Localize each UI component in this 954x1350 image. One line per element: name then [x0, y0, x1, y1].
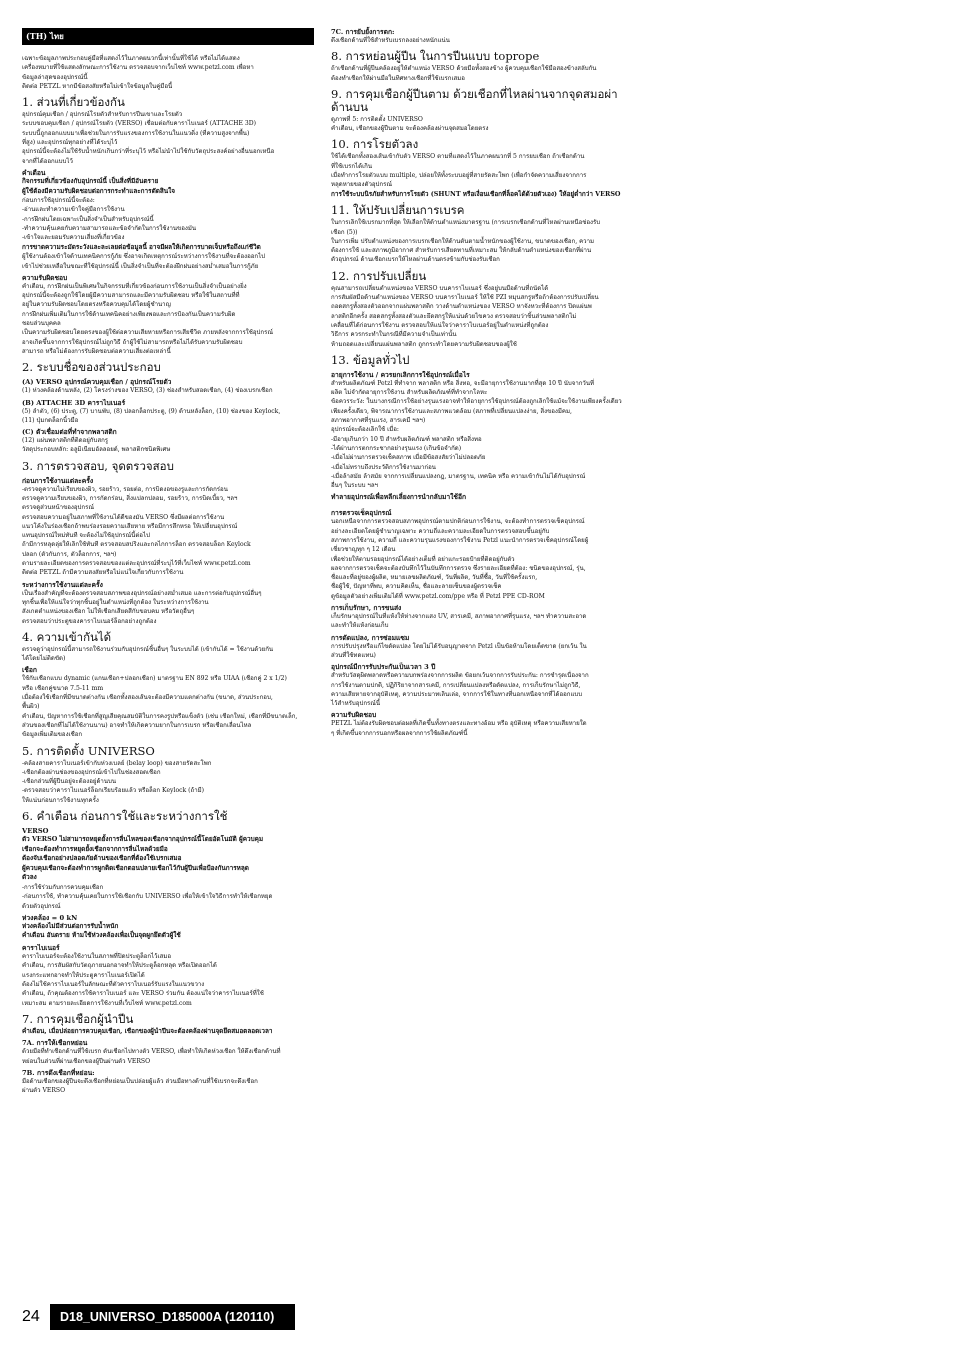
section-7-title: 7. การคุมเชือกผู้นำปีน	[22, 1011, 134, 1026]
section-11-title: 11. ให้ปรับเปลี่ยนการเบรค	[331, 203, 465, 218]
intro-text: เฉพาะข้อมูลภาพประกอบคู่มือที่แสดงไว้ในภาคผนวกนี้เท่านั้นที่ใช้ได้ หรือไม่ได้แสดง เครื่องหมายที่ใช้แสดงลักษณะการใช้งาน ตรวจสอบจากเว็บไซท์ www.petzl.com เพื่อหา ข้อมูลล่าสุดของอุปกรณ์นี้ ติดต่อ PETZL หากมีข้อสงสัยหรือไม่เข้าใจข้อมูลในคู่มือนี้	[22, 55, 254, 90]
section-9: 9. การคุมเชือกผู้ปีนตาม ด้วยเชือกที่ไหลผ่านจากจุดสมอผ่าด้านบน ดูภาพที่ 5: การติดตั้ง UNIVERSO คำเตือน, เชือกของผู้ปีนตาม จะต้องคล้องผ่านจุดสมอโดยตรง	[331, 88, 623, 133]
section-5: 5. การติดตั้ง UNIVERSO -คล้องสายคาราไบเนอร์เข้ากับห่วงเบลย์ (belay loop) ของสายรัดสะโพก -เชือกต้องผ่านช่องของอุปกรณ์เข้าไปในช่องสอดเชือก -เชือกส่วนที่ผู้ปีนอยู่จะต้องอยู่ด้านบน -ตรวจสอบว่าคาราไบเนอร์ล็อกเรียบร้อยแล้ว หรือล็อก Keylock (ถ้ามี) ให้แน่นก่อนการใช้งานทุกครั้ง	[22, 745, 314, 804]
section-3: 3. การตรวจสอบ, จุดตรวจสอบ ก่อนการใช้งานแต่ละครั้ง -ตรวจดูความไม่เรียบของผิว, รอยร้าว, รอยต่อ, การบิดงอของรูและการกัดกร่อน ตรวจดูความเรียบของผิว, การกัดกร่อน, สิ่งแปลกปลอม, รอยร้าว, การบิดเบี้ยว, ฯลฯ ตรวจดูส่วนหน้าของอุปกรณ์ ตรวจสอบความอยู่ในสภาพที่ใช้งานได้ดีของมัน VERSO ซึ่งมีผลต่อการใช้งาน แนวโค้งในร่องเชือกถ้าพบร่องรอยความเสียหาย หรือมีการสึกหรอ ให้เปลี่ยนอุปกรณ์ แทนอุปกรณ์ใหม่ทันที จะต้องไม่ใช้อุปกรณ์นี้ต่อไป ถ้ามีการหลุดลุ่ยให้เลิกใช้ทันที ตรวจสอบสปริงและกลไกการล็อก ตรวจสอบล็อก Keylock ปลอก (ตัวกันการ, ตัวล็อกการ, ฯลฯ) ตามรายละเอียดของการตรวจสอบของแต่ละอุปกรณ์ที่ระบุไว้ที่เว็บไซท์ www.petzl.com ติดต่อ PETZL ถ้ามีความสงสัยหรือไม่แน่ใจเกี่ยวกับการใช้งาน ระหว่างการใช้งานแต่ละครั้ง เป็นเรื่องสำคัญที่จะต้องตรวจสอบสภาพของอุปกรณ์อย่างสม่ำเสมอ และการต่อกับอุปกรณ์อื่นๆ ทุกชิ้นเพื่อให้แน่ใจว่าทุกชิ้นอยู่ในตำแหน่งที่ถูกต้อง ในระหว่างการใช้งาน สังเกตตำแหน่งของเชือก ไม่ให้เชือกเสียดสีกับขอบคม หรือวัตถุอื่นๆ ตรวจสอบว่าประตูของคาราไบเนอร์ล็อกอย่างถูกต้อง	[22, 460, 314, 625]
section-11: 11. ให้ปรับเปลี่ยนการเบรค ในการเลิกใช้เบรกมากที่สุด ให้เลือกให้ด้านตำแหน่งมาตรฐาน (การเบรกเชือกด้านที่ไหลผ่านเหนือช่องรับ เชือก (5)) ในการเพิ่ม ปรับตำแหน่งของการเบรกเชือกให้ด้านตันตามน้ำหนักของผู้ใช้งาน, ขนาดของเชือก, ความ ต้องการใช้ และสภาพภูมิอากาศ สำหรับการเสียดทานที่เหมาะสม ให้กลับด้านตำแหน่งของเชือกที่ผ่าน ตัวอุปกรณ์ ด้านเชือกเบรกให้ไหลผ่านด้านตรงข้ามกับช่องรับเชือก	[331, 204, 623, 263]
section-2: 2. ระบบชื่อของส่วนประกอบ (A) VERSO อุปกรณ์ควบคุมเชือก / อุปกรณ์โรยตัว (1) ห่วงคล้องด้านหลัง, (2) โครงร่างของ VERSO, (3) ช่องสำหรับสอดเชือก, (4) ช่องเบรกเชือก (B) ATTACHE 3D คาราไบเนอร์ (5) ลำตัว, (6) ประตู, (7) บานพับ, (8) ปลอกล็อกประตู, (9) ด้านหลังล็อก, (10) ช่องของ Keylock, (11) ปุ่มกดล็อกนิ้วมือ (C) ตัวเชื่อมต่อที่ทำจากพลาสติก (12) แผ่นพลาสติกที่ติดอยู่กับสกรู วัสดุประกอบหลัก: อลูมิเนียมอัลลอยด์, พลาสติกชนิดพิเศษ	[22, 361, 314, 453]
section-1-title: 1. ส่วนที่เกี่ยวข้องกัน	[22, 95, 125, 110]
page-number: 24	[22, 1308, 40, 1325]
section-9-title: 9. การคุมเชือกผู้ปีนตาม ด้วยเชือกที่ไหลผ่านจากจุดสมอผ่าด้านบน	[331, 86, 618, 114]
section-5-title: 5. การติดตั้ง UNIVERSO	[22, 743, 155, 758]
section-6-title: 6. คำเตือน ก่อนการใช้และระหว่างการใช้	[22, 809, 228, 823]
document-code: D18_UNIVERSO_D185000A (120110)	[50, 1304, 295, 1330]
section-4-title: 4. ความเข้ากันได้	[22, 629, 112, 644]
section-12-title: 12. การปรับเปลี่ยน	[331, 268, 427, 283]
page-footer	[22, 1304, 295, 1330]
section-2-title: 2. ระบบชื่อของส่วนประกอบ	[22, 360, 161, 375]
section-3-title: 3. การตรวจสอบ, จุดตรวจสอบ	[22, 458, 174, 473]
section-1: 1. ส่วนที่เกี่ยวข้องกัน อุปกรณ์คุมเชือก / อุปกรณ์โรยตัวสำหรับการปีนเขาและโรยตัว ระบบขอบคุมเชือก / อุปกรณ์โรยตัว (VERSO) เชื่อมต่อกับคาราไบเนอร์ (ATTACHE 3D) ระบบนี้ถูกออกแบบมาเพื่อช่วยในการรับแรงของการใช้งานในแนวดิ่ง (ที่ความสูงจากพื้น) ที่สูง) และอุปกรณ์ทุกอย่างที่ได้ระบุไว้ อุปกรณ์นี้จะต้องไม่ใช้รับน้ำหนักเกินกว่าที่ระบุไว้ หรือไม่นำไปใช้กับวัตถุประสงค์อย่างอื่นนอกเหนือ จากที่ได้ออกแบบไว้ คำเตือน กิจกรรมที่เกี่ยวข้องกับอุปกรณ์นี้ เป็นสิ่งที่มีอันตราย ผู้ใช้ต้องมีความรับผิดชอบต่อการกระทำและการตัดสินใจ ก่อนการใช้อุปกรณ์นี้จะต้อง: -อ่านและทำความเข้าใจคู่มือการใช้งาน -การฝึกฝนโดยเฉพาะเป็นสิ่งจำเป็นสำหรับอุปกรณ์นี้ -ทำความคุ้นเคยกับความสามารถและข้อจำกัดในการใช้งานของมัน -เข้าใจและยอมรับความเสี่ยงที่เกี่ยวข้อง การขาดความระมัดระวังและละเลยต่อข้อมูลนี้ อาจมีผลให้เกิดการบาดเจ็บหรือถึงแก่ชีวิต ผู้ใช้งานต้องเข้าใจด้านเทคนิคการกู้ภัย ซึ่งอาจเกิดเหตุการณ์ระหว่างการใช้งานที่จะต้องออกไป เข้าไปช่วยเหลือในขณะที่ใช้อุปกรณ์นี้ เป็นสิ่งจำเป็นที่จะต้องฝึกฝนอย่างสม่ำเสมอในการกู้ภัย ความรับผิดชอบ คำเตือน, การฝึกฝนเป็นพิเศษในกิจกรรมที่เกี่ยวข้องก่อนการใช้งานเป็นสิ่งจำเป็นอย่างยิ่ง อุปกรณ์นี้จะต้องถูกใช้โดยผู้มีความสามารถและมีความรับผิดชอบ หรือใช้ในสถานที่ที่ อยู่ในความรับผิดชอบโดยตรงหรือควบคุมได้โดยผู้ชำนาญ การฝึกฝนเพิ่มเติมในการใช้ด้านเทคนิคอย่างเพียงพอและการป้องกันเป็นความรับผิด ชอบส่วนบุคคล เป็นความรับผิดชอบโดยตรงของผู้ใช้ต่อความเสียหายหรือการเสียชีวิต ภายหลังจากการใช้อุปกรณ์ อาจเกิดขึ้นจากการใช้อุปกรณ์ไม่ถูกวิธี ถ้าผู้ใช้ไม่สามารถหรือไม่ได้รับความรับผิดชอบ สามารถ หรือไม่ต้องการรับผิดชอบต่อความเสี่ยงต่อเหล่านี้	[22, 96, 314, 355]
section-12: 12. การปรับเปลี่ยน คุณสามารถเปลี่ยนตำแหน่งของ VERSO บนคาราไบเนอร์ ซึ่งอยู่บนมือด้านที่ถนัดได้ การสัมผัสมือด้านตำแหน่งของ VERSO บนคาราไบเนอร์ ให้ใช้ PZI หมุนสกรูหรือถ้าต้องการปรับเปลี่ยน ถอดสกรูทั้งสองตัวออกจากแผ่นพลาสติก วางด้านตำแหน่งของ VERSO หาจังหวะที่ต้องการ ปิดแผ่นพ ลาสติกอีกครั้ง สอดสกรูทั้งสองตัวและยึดสกรูให้แน่นด้วยไขควง ตรวจสอบว่าชิ้นส่วนพลาสติกไม่ เคลื่อนที่ได้ก่อนการใช้งาน ตรวจสอบให้แน่ใจว่าคาราไบเนอร์อยู่ในตำแหน่งที่ถูกต้อง วิธีการ ควรกระทำในกรณีที่มีความจำเป็นเท่านั้น ห้ามถอดและเปลี่ยนแผ่นพลาสติก ถูกกระทำโดยความรับผิดชอบของผู้ใช้	[331, 270, 623, 348]
language-label: (TH) ไทย	[22, 28, 314, 45]
warning-heading: คำเตือน	[22, 168, 46, 177]
section-10-title: 10. การโรยตัวลง	[331, 137, 419, 152]
section-10: 10. การโรยตัวลง ใช้ได้เชือกทั้งสองเส้นเข้ากับตัว VERSO ตามที่แสดงไว้ในภาคผนวกที่ 5 การยบเชือก ถ้าเชือกด้าน ที่ใช้เบรกได้เกิน เมื่อทำการโรยตัวแบบ multiple, ปล่อยให้ทั้งระบบอยู่ที่สายรัดสะโพก (เพื่อกำจัดความเสี่ยงจากการ หลุดหายของตัวอุปกรณ์ การใช้ระบบนิรภัยสำหรับการโรยตัว (SHUNT หรือเงื่อนเชือกที่ล็อคได้ด้วยตัวเอง) ให้อยู่ต่ำกว่า VERSO	[331, 138, 623, 198]
section-7c: 7C. การยับยั้งการตก: ดึงเชือกด้านที่ใช้สำหรับเบรกลงอย่างหนักแน่น	[331, 28, 450, 44]
section-4: 4. ความเข้ากันได้ ตรวจดูว่าอุปกรณ์นี้สามารถใช้งานร่วมกับอุปกรณ์ชิ้นอื่นๆ ในระบบได้ (เข้ากันได้ = ใช้งานด้วยกัน ได้โดยไม่ติดขัด) เชือก ใช้กับเชือกแบบ dynamic (แกนเชือก+ปลอกเชือก) มาตรฐาน EN 892 หรือ UIAA (เชือกคู่ 2 x 1/2) หรือ เชือกคู่ขนาด 7.5-11 mm เมื่อต้องใช้เชือกที่มีขนาดต่างกัน เชือกทั้งสองเส้นจะต้องมีความแตกต่างกัน (ขนาด, ส่วนประกอบ, พื้นผิว) คำเตือน, ปัญหาการใช้เชือกที่สูญเสียคุณสมบัติในการคงรูปหรือแข็งตัว (เช่น เชือกใหม่, เชือกที่มีขนาดเล็ก, ส่วนของเชือกที่ไม่ได้ใช้งานนาน) อาจทำให้เกิดความยากในการเบรก หรือเชือกเลื่อนไหล ข้อมูลเพิ่มเติมของเชือก	[22, 631, 314, 739]
left-column	[22, 28, 314, 1097]
right-column	[331, 28, 623, 739]
section-6: 6. คำเตือน ก่อนการใช้และระหว่างการใช้ VERSO ตัว VERSO ไม่สามารถหยุดยั้งการลื่นไหลของเชือกจากอุปกรณ์นี้โดยอัตโนมัติ ผู้ควบคุม เชือกจะต้องทำการหยุดยั้งเชือกจากการลื่นไหลด้วยมือ ต้องจับเชือกอย่างปลอดภัยด้านของเชือกที่ต้องใช้เบรกเสมอ ผู้ควบคุมเชือกจะต้องทำการผูกติดเชือกตอนปลายเชือกไว้กับผู้ปีนเพื่อป้องกันการหลุด ตัวลง -การใช้ร่วมกับการควบคุมเชือก -ก่อนการใช้, ทำความคุ้นเคยในการใช้เชือกกับ UNIVERSO เพื่อให้เข้าใจวิธีการทำให้เชือกหยุด ด้วยตัวอุปกรณ์ ห่วงคล้อง = 0 kN ห่วงคล้องไม่มีส่วนต่อการรับน้ำหนัก คำเตือน อันตราย ห้ามใช้ห่วงคล้องเพื่อเป็นจุดผูกยึดตัวผู้ใช้ คาราไบเนอร์ คาราไบเนอร์จะต้องใช้งานในสภาพที่ปิดประตูล็อกไว้เสมอ คำเตือน, การสัมผัสกับวัตถุภายนอกอาจทำให้ประตูล็อกหลุด หรือเปิดออกได้ แรงกระแทกอาจทำให้ประตูคาราไบเนอร์เปิดได้ ต้องไม่ใช้คาราไบเนอร์ในลักษณะที่ตัวคาราไบเนอร์รับแรงในแนวขวาง คำเตือน, ถ้าคุณต้องการใช้คาราไบเนอร์ และ VERSO ร่วมกัน ต้องแน่ใจว่าคาราไบเนอร์ที่ใช้ เหมาะสม ตามรายละเอียดการใช้งานที่เว็บไซท์ www.petzl.com	[22, 810, 314, 1007]
section-13: 13. ข้อมูลทั่วไป อายุการใช้งาน / ควรยกเลิกการใช้อุปกรณ์เมื่อไร สำหรับผลิตภัณฑ์ Petzl ที่ทำจาก พลาสติก หรือ สิ่งทอ, จะมีอายุการใช้งานมากที่สุด 10 ปี นับจากวันที่ ผลิต ไม่จำกัดอายุการใช้งาน สำหรับผลิตภัณฑ์ที่ทำจากโลหะ ข้อควรระวัง: ในบางกรณีการใช้อย่างรุนแรงอาจทำให้อายุการใช้อุปกรณ์ต้องถูกเลิกใช้แม้จะใช้งานเพียงครั้งเดียว เพียงครั้งเดียว, พิจารณาการใช้งานและสภาพแวดล้อม (สภาพที่เปลี่ยนแปลงง่าย, สิ่งของมีคม, สภาพอากาศที่รุนแรง, สารเคมี ฯลฯ) อุปกรณ์จะต้องเลิกใช้ เมื่อ: -มีอายุเกินกว่า 10 ปี สำหรับผลิตภัณฑ์ พลาสติก หรือสิ่งทอ -ได้ผ่านการตกกระชากอย่างรุนแรง (เกินข้อจำกัด) -เมื่อไม่ผ่านการตรวจเช็คสภาพ เมื่อมีข้อสงสัยว่าไม่ปลอดภัย -เมื่อไม่ทราบถึงประวัติการใช้งานมาก่อน -เมื่อล้าสมัย ล้าสมัย จากการเปลี่ยนแปลงกฎ, มาตรฐาน, เทคนิค หรือ ความเข้ากันไม่ได้กับอุปกรณ์ อื่นๆ ในระบบ ฯลฯ ทำลายอุปกรณ์เพื่อหลีกเลี่ยงการนำกลับมาใช้อีก การตรวจเช็คอุปกรณ์ นอกเหนือจากการตรวจสอบสภาพอุปกรณ์ตามปกติก่อนการใช้งาน, จะต้องทำการตรวจเช็คอุปกรณ์ อย่างละเอียดโดยผู้ชำนาญเฉพาะ ความถี่และความละเอียดในการตรวจสอบขึ้นอยู่กับ สภาพการใช้งาน, ความถี่ และความรุนแรงของการใช้งาน Petzl แนะนำการตรวจเช็คอุปกรณ์โดยผู้ เชี่ยวชาญทุก ๆ 12 เดือน เพื่อช่วยให้ตามรอยอุปกรณ์ได้อย่างเต็มที่ อย่าแกะรอยป้ายที่ติดอยู่กับตัว ผลจากการตรวจเช็คจะต้องบันทึกไว้ในบันทึกการตรวจ ซึ่งรายละเอียดที่ต้อง: ชนิดของอุปกรณ์, รุ่น, ชื่อและที่อยู่ของผู้ผลิต, หมายเลขผลิตภัณฑ์, วันที่ผลิต, วันที่ซื้อ, วันที่ใช้ครั้งแรก, ชื่อผู้ใช้, ปัญหาที่พบ, ความคิดเห็น, ชื่อและลายเซ็นของผู้ตรวจเช็ค ดูข้อมูลตัวอย่างเพิ่มเติมได้ที่ www.petzl.com/ppe หรือ ที่ Petzl PPE CD-ROM การเก็บรักษา, การขนส่ง เก็บรักษาอุปกรณ์ในที่แห้งให้ห่างจากแสง UV, สารเคมี, สภาพอากาศที่รุนแรง, ฯลฯ ทำความสะอาด และทำให้แห้งก่อนเก็บ การดัดแปลง, การซ่อมแซม การปรับปรุงหรือแก้ไขดัดแปลง โดยไม่ได้รับอนุญาตจาก Petzl เป็นข้อห้ามโดยเด็ดขาด (ยกเว้น ใน ส่วนที่ใช้ทดแทน) อุปกรณ์มีการรับประกันเป็นเวลา 3 ปี สำหรับวัสดุผิดพลาดหรือความบกพร่องจากการผลิต ข้อยกเว้นจากการรับประกัน: การชำรุดเนื่องจาก การใช้งานตามปกติ, ปฏิกิริยาจากสารเคมี, การเปลี่ยนแปลงหรือดัดแปลง, การเก็บรักษาไม่ถูกวิธี, ความเสียหายจากอุบัติเหตุ, ความประมาทเลินเล่อ, จากการใช้ในทางที่นอกเหนือจากที่ได้ออกแบบ ไว้สำหรับอุปกรณ์นี้ ความรับผิดชอบ PETZL ไม่ต้องรับผิดชอบต่อผลที่เกิดขึ้นทั้งทางตรงและทางอ้อม หรือ อุบัติเหตุ หรือความเสียหายใด ๆ ที่เกิดขึ้นจากการนอกหรือผลจากการใช้ผลิตภัณฑ์นี้	[331, 352, 622, 737]
section-13-title: 13. ข้อมูลทั่วไป	[331, 352, 410, 367]
responsibility-heading: ความรับผิดชอบ	[22, 273, 68, 282]
section-8: 8. การหย่อนผู้ปีน ในการปีนแบบ toprope ถ้าเชือกด้านที่ผู้ปีนคล้องอยู่ให้ตำแหน่ง VERSO ด้วยมือทั้งสองข้าง ผู้ควบคุมเชือกใช้มือสองข้างสลับกัน ต้องทำเชือกให้ผ่านมือในทิศทางเชือกที่ใช้เบรกเสมอ	[331, 50, 623, 82]
section-8-title: 8. การหย่อนผู้ปีน ในการปีนแบบ toprope	[331, 49, 540, 64]
section-7: 7. การคุมเชือกผู้นำปีน คำเตือน, เมื่อปล่อยการควบคุมเชือก, เชือกของผู้นำปีนจะต้องคล้องผ่านจุดยึดสมอตลอดเวลา 7A. การให้เชือกหย่อน ด้วยมือที่ทำเชือกด้านที่ใช้เบรก ดันเชือกไปทางตัว VERSO, เพื่อทำให้เกิดห่วงเชือก ให้ดึงเชือกด้านที่ หย่อนในส่วนที่ผ่านเชือกของผู้ปีนผ่านตัว VERSO 7B. การดึงเชือกที่หย่อน: มือด้านเชือกของผู้ปีนจะดึงเชือกที่หย่อนเป็นปล่อยผู้แล้ว ส่วนมือทางด้านที่ใช้เบรกจะดึงเชือก ผ่านตัว VERSO	[22, 1013, 314, 1095]
